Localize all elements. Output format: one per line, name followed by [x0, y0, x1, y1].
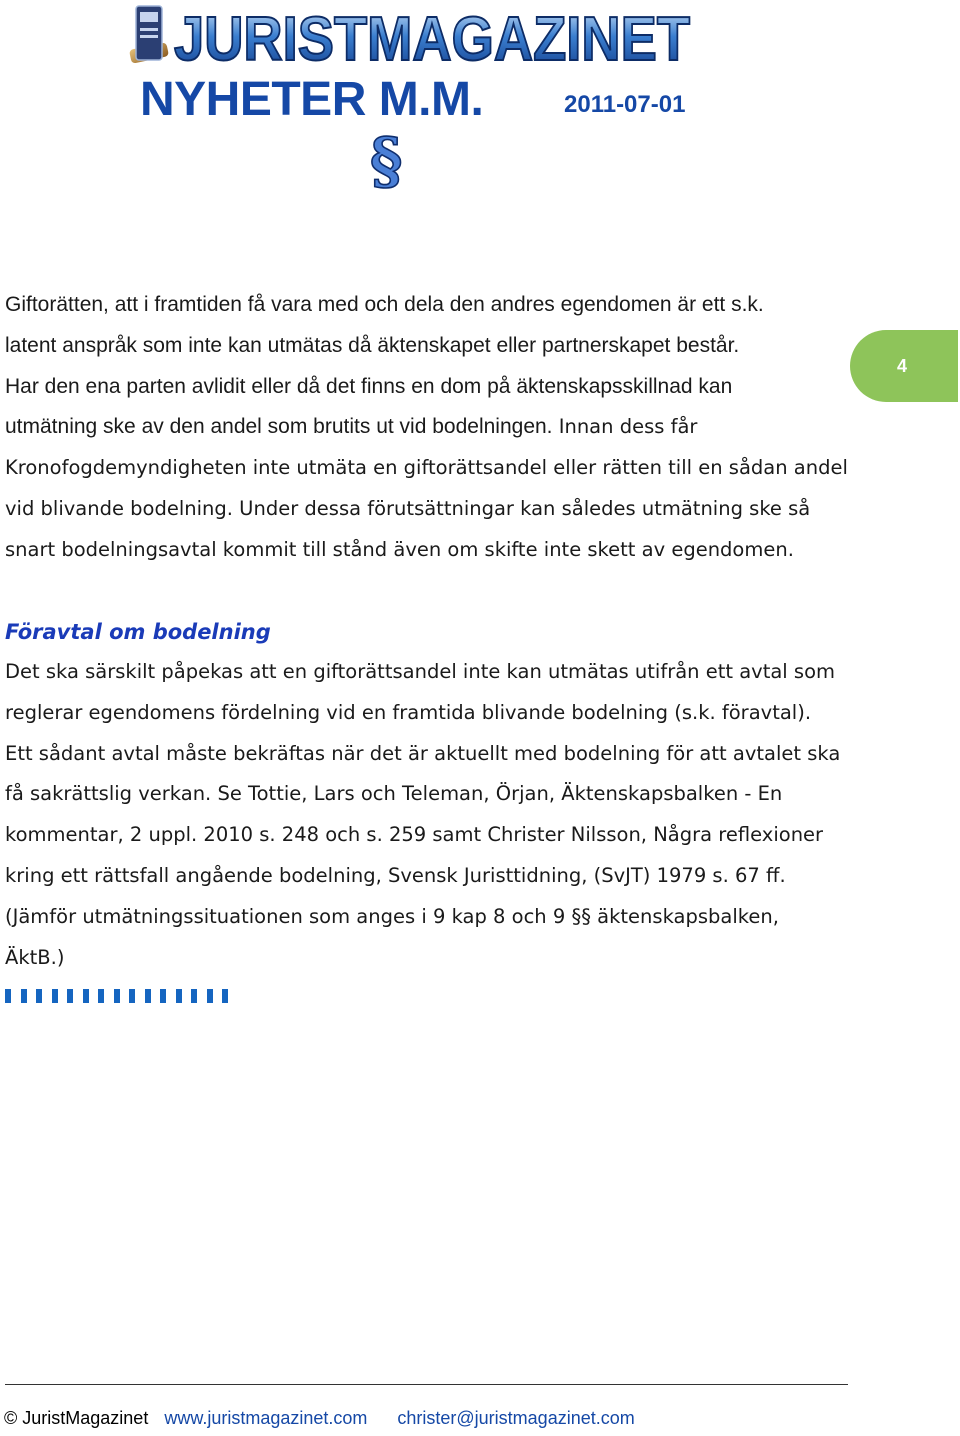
text-line: få sakrättslig verkan. Se Tottie, Lars och Teleman, Örjan, Äktenskapsbalken - En	[5, 782, 783, 806]
text-line	[5, 407, 865, 448]
juristmagazinet-logo	[130, 2, 695, 74]
text-line: latent anspråk som inte kan utmätas då äktenskapet eller partnerskapet består.	[5, 333, 740, 357]
text-line: Har den ena parten avlidit eller då det finns en dom på äktenskapsskillnad kan	[5, 374, 733, 398]
paragraph-sign-icon	[368, 124, 408, 197]
divider-tick	[222, 989, 228, 1003]
text-line: (Jämför utmätningssituationen som anges i 9 kap 8 och 9 §§ äktenskapsbalken,	[5, 904, 779, 928]
divider-tick	[129, 989, 135, 1003]
divider-tick	[52, 989, 58, 1003]
text-segment: utmätning ske av den andel som brutits ut vid bodelningen.	[5, 415, 553, 439]
divider-tick	[160, 989, 166, 1003]
text-line	[5, 489, 865, 530]
divider-tick	[67, 989, 73, 1003]
text-line: Ett sådant avtal måste bekräftas när det är aktuellt med bodelning för att avtalet ska	[5, 741, 841, 765]
logo-graphic	[130, 2, 695, 74]
divider-tick	[36, 989, 42, 1003]
text-line: Det ska särskilt påpekas att en giftorättsandel inte kan utmätas utifrån ett avtal som	[5, 660, 835, 683]
section-title: NYHETER M.M.	[140, 73, 484, 126]
issue-date: 2011-07-01	[564, 91, 686, 118]
divider-tick	[98, 989, 104, 1003]
page-number-badge: 4	[850, 330, 958, 402]
text-line: reglerar egendomens fördelning vid en framtida blivande bodelning (s.k. föravtal).	[5, 700, 812, 724]
divider-tick	[191, 989, 197, 1003]
footer-copyright: © JuristMagazinet	[4, 1408, 149, 1428]
section-heading: Föravtal om bodelning	[5, 620, 271, 644]
text-segment: vid blivande bodelning.	[5, 496, 233, 520]
logo-text: JURISTMAGAZINET	[174, 5, 691, 74]
footer-email-link[interactable]: christer@juristmagazinet.com	[397, 1408, 635, 1428]
paragraph-giftoratt	[5, 285, 865, 571]
text-line: Kronofogdemyndigheten inte utmäta en giftorättsandel eller rätten till en sådan andel	[5, 456, 848, 480]
text-line: kommentar, 2 uppl. 2010 s. 248 och s. 259 samt Christer Nilsson, Några reflexioner	[5, 823, 824, 847]
divider-tick	[145, 989, 151, 1003]
divider-tick	[5, 989, 11, 1003]
divider-tick	[176, 989, 182, 1003]
text-line: ÄktB.)	[5, 945, 65, 969]
text-line: snart bodelningsavtal kommit till stånd även om skifte inte skett av egendomen.	[5, 537, 794, 561]
text-segment: Under dessa förutsättningar kan således utmätning ske så	[232, 496, 811, 520]
divider-tick	[83, 989, 89, 1003]
footer-website-link[interactable]: www.juristmagazinet.com	[164, 1408, 368, 1428]
footer	[4, 1405, 635, 1431]
decorative-divider	[5, 989, 228, 1003]
text-line: kring ett rättsfall angående bodelning, Svensk Juristtidning, (SvJT) 1979 s. 67 ff.	[5, 863, 786, 887]
divider-tick	[114, 989, 120, 1003]
footer-divider	[5, 1384, 848, 1385]
paragraph-foravtal	[5, 652, 865, 978]
divider-tick	[21, 989, 27, 1003]
text-line: Giftorätten, att i framtiden få vara med och dela den andres egendomen är ett s.k.	[5, 293, 764, 316]
divider-tick	[207, 989, 213, 1003]
svg-text:§: §	[370, 124, 403, 197]
text-segment: Innan dess får	[552, 415, 698, 439]
